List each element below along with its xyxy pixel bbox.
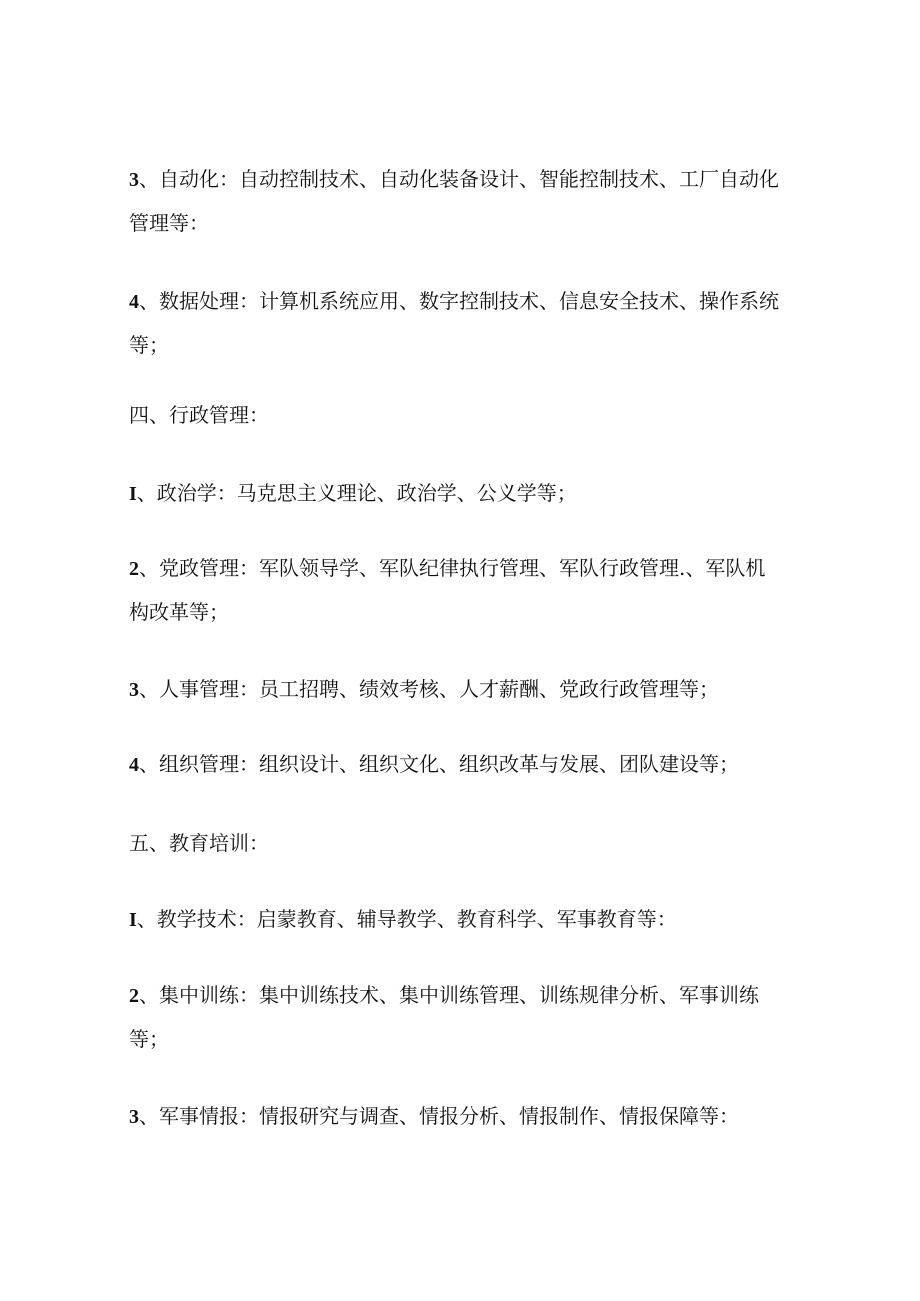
- paragraph-automation: [129, 158, 789, 245]
- section-heading-education: [129, 822, 789, 865]
- item-number: I: [129, 483, 137, 505]
- item-number: 3: [129, 169, 139, 191]
- paragraph-military-intelligence: [129, 1095, 789, 1139]
- paragraph-personnel: [129, 668, 789, 712]
- paragraph-text-line1: 、教学技术：启蒙教育、辅导教学、教育科学、军事教育等：: [136, 907, 677, 931]
- paragraph-text-line1: 、军事情报：情报研究与调查、情报分析、情报制作、情报保障等：: [139, 1104, 739, 1128]
- item-number: 2: [129, 558, 139, 580]
- item-number: 3: [129, 679, 139, 701]
- paragraph-party-administration: [129, 547, 789, 634]
- paragraph-text-line1: 、政治学：马克思主义理论、政治学、公义学等；: [136, 481, 577, 505]
- section-heading-text: 五、教育培训：: [129, 831, 269, 855]
- paragraph-text-line1: 、组织管理：组织设计、组织文化、组织改革与发展、团队建设等；: [139, 752, 739, 776]
- paragraph-data-processing: [129, 280, 789, 367]
- paragraph-text-line2: 等；: [129, 333, 169, 357]
- section-heading-administration: [129, 394, 789, 437]
- paragraph-centralized-training: [129, 974, 789, 1061]
- item-number: 4: [129, 754, 139, 776]
- paragraph-text-line1: 、集中训练：集中训练技术、集中训练管理、训练规律分析、军事训练: [139, 983, 759, 1007]
- paragraph-text-line2: 管理等：: [129, 211, 209, 235]
- paragraph-text-line1: 、人事管理：员工招聘、绩效考核、人才薪酬、党政行政管理等；: [139, 677, 719, 701]
- section-heading-text: 四、行政管理：: [129, 403, 269, 427]
- paragraph-teaching: [129, 898, 789, 942]
- item-number: 2: [129, 985, 139, 1007]
- paragraph-text-line2: 构改革等；: [129, 600, 229, 624]
- item-number: 3: [129, 1106, 139, 1128]
- paragraph-text-line1: 、自动化：自动控制技术、自动化装备设计、智能控制技术、工厂自动化: [139, 167, 779, 191]
- paragraph-organization: [129, 743, 789, 787]
- item-number: 4: [129, 291, 139, 313]
- paragraph-politics: [129, 472, 789, 516]
- paragraph-text-line1: 、数据处理：计算机系统应用、数字控制技术、信息安全技术、操作系统: [139, 289, 779, 313]
- item-number: I: [129, 909, 137, 931]
- paragraph-text-line1: 、党政管理：军队领导学、军队纪律执行管理、军队行政管理.、军队机: [139, 556, 766, 580]
- paragraph-text-line2: 等；: [129, 1027, 169, 1051]
